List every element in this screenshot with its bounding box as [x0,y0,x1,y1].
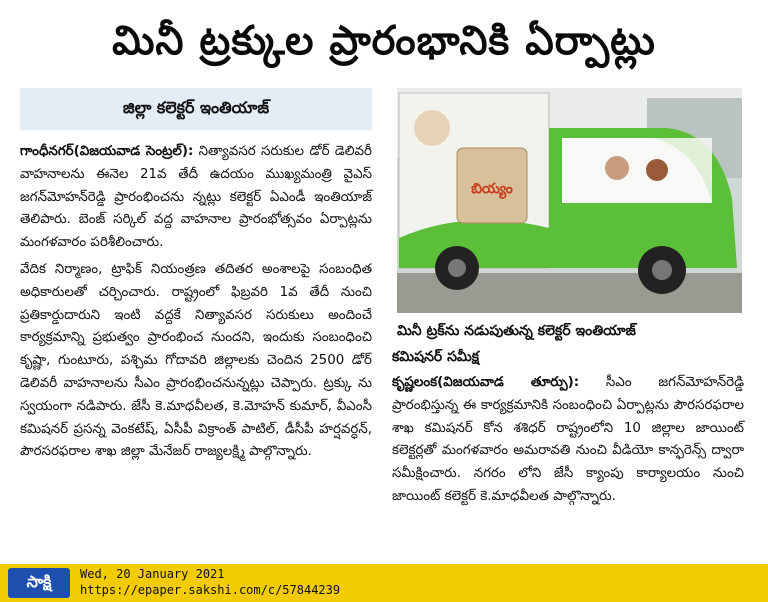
left-dateline: గాంధీనగర్(విజయవాడ సెంట్రల్): [20,144,194,159]
footer-info [80,566,340,598]
right-body-1: సీఎం జగన్‌మోహన్‌రెడ్డి ప్రారంభిస్తున్న ఈ కార్యక్రమానికి సంబంధించి ఏర్పాట్లను పౌరసరఫరాల శాఖ కమిషనర్ కోన శశిధర్ రాష్ట్రంలోని 10 జిల్లాల జాయింట్ కలెక్టర్లతో మంగళవారం అమరావతి నుంచి వీడియో కాన్ఫరెన్స్ ద్వారా సమీక్షించారు. నగరం లోని జేసీ క్యాంపు కార్యాలయం నుంచి జాయింట్ కలెక్టర్ కె.మాధవీలత పాల్గొన్నారు. [392,375,744,504]
left-body-1: నిత్యావసర సరుకుల డోర్ డెలివరీ వాహనాలను ఈనెల 21వ తేదీ ఉదయం ముఖ్యమంత్రి వైఎస్ జగన్‌మోహన్‌రెడ్డి ప్రారంభించను న్నట్లు కలెక్టర్ ఏఎండీ ఇంతియాజ్ తెలిపారు. బెంజ్ సర్కిల్ వద్ద వాహనాల ప్రారంభోత్సవం ఏర్పాట్లను మంగళవారం పరిశీలించారు. [20,144,372,251]
right-column [392,372,744,513]
left-column [20,141,372,468]
publish-date: Wed, 20 January 2021 [80,567,225,581]
headline: మినీ ట్రక్కుల ప్రారంభానికి ఏర్పాట్లు [112,18,656,64]
subhead [20,88,372,130]
right-dateline: కృష్ణలంక(విజయవాడ తూర్పు): [392,375,580,390]
section-heading: కమిషనర్ సమీక్ష [392,349,480,365]
left-paragraph-1 [20,141,372,255]
footer-bar [0,564,768,602]
photo-caption: మినీ ట్రక్‌ను నడుపుతున్న కలెక్టర్ ఇంతియాజ్ [397,323,636,339]
right-paragraph-1 [392,372,744,509]
left-paragraph-2: వేదిక నిర్మాణం, ట్రాఫిక్ నియంత్రణ తదితర అంశాలపై సంబంధిత అధికారులతో చర్చించారు. రాష్ట్రంలో ఫిబ్రవరి 1వ తేదీ నుంచి ప్రతికార్డుదారుని ఇంటి వద్దకే నిత్యావసర సరుకులు అందించే కార్యక్రమాన్ని ప్రభుత్వం ప్రారంభించ నుందని, ఇందుకు సంబంధించి కృష్ణా, గుంటూరు, పశ్చిమ గోదావరి జిల్లాలకు చెందిన 2500 డోర్ డెలివరీ వాహనాలను సీఎం ప్రారంభించనున్నట్లు చెప్పారు. ట్రక్కు ను స్వయంగా నడిపారు. జేసీ కె.మాధవీలత, కె.మోహన్ కుమార్, వీఎంసీ కమిషనర్ ప్రసన్న వెంకటేష్, ఏసీపీ విక్రాంత్ పాటిల్, డీసీపీ హర్షవర్ధన్, పౌరసరఫరాల శాఖ జిల్లా మేనేజర్ రాజ్యలక్ష్మి పాల్గొన్నారు. [20,261,372,460]
subhead-text: జిల్లా కలెక్టర్ ఇంతియాజ్ [122,97,270,117]
news-photo [397,88,742,313]
vehicle-label: బియ్యం [471,181,513,197]
epaper-link[interactable]: https://epaper.sakshi.com/c/57844239 [80,583,341,597]
truck-photo-illustration [397,88,742,313]
sakshi-logo: సాక్షి [8,568,70,598]
